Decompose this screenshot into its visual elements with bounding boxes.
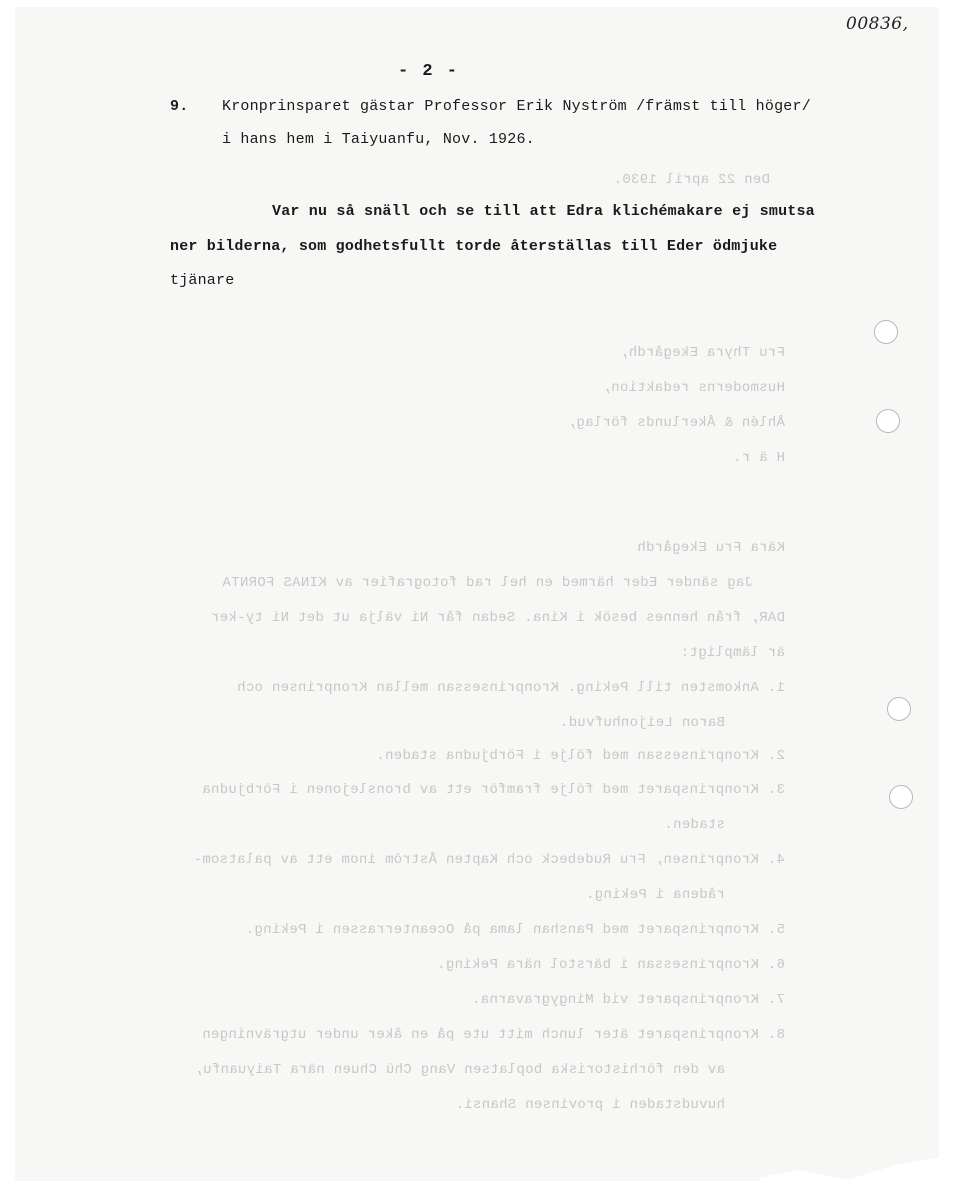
letter-line-2: ner bilderna, som godhetsfullt torde återställas till Eder ödmjuke — [170, 238, 778, 255]
caption-line-1: Kronprinsparet gästar Professor Erik Nyström /främst till höger/ — [222, 98, 811, 115]
punch-hole-3 — [887, 697, 911, 721]
letter-line-1: Var nu så snäll och se till att Edra klichémakare ej smutsa — [272, 203, 815, 220]
caption-number: 9. — [170, 98, 189, 115]
punch-hole-1 — [874, 320, 898, 344]
punch-hole-2 — [876, 409, 900, 433]
caption-line-2: i hans hem i Taiyuanfu, Nov. 1926. — [222, 131, 535, 148]
letter-line-3: tjänare — [170, 272, 235, 289]
punch-hole-4 — [889, 785, 913, 809]
page-number: - 2 - — [398, 62, 460, 81]
archive-number: 00836, — [846, 14, 909, 34]
bleed-through-reverse-text: Den 22 april 1930. Fru Thyra Ekegårdh, Husmoderns redaktion, Åhlén & Åkerlunds förlag, H ä r. Kära Fru Ekegårdh Jag sänder Eder härmed en hel rad fotografier av KINAS FORNTA DAR, från hennes besök i Kina. Sedan får Ni välja ut det Ni ty-ker är lämpligt: 1. Ankomsten till Peking. Kronprinsessan mellan Kronprinsen och Baron Leijonhufvud. 2. Kronprinsessan med följe i Förbjudna staden. 3. Kronprinsparet med följe framför ett av bronslejonen i Förbjudna staden. 4. Kronprinsen, Fru Rudebeck och Kapten Åström inom ett av palatsom- rådena i Peking. 5. Kronprinsparet med Panshan lama på Oceanterrassen i Peking. 6. Kronprinsessan i bärstol nära Peking. 7. Kronprinsparet vid Mingygravarna. 8. Kronprinsparet äter lunch mitt ute på en åker under utgrävningen av den förhistoriska boplatsen Vang Chü Chuen nära Taiyuanfu, huvudstaden i provinsen Shansi. — [193, 172, 785, 1113]
document-sheet — [16, 8, 938, 1180]
